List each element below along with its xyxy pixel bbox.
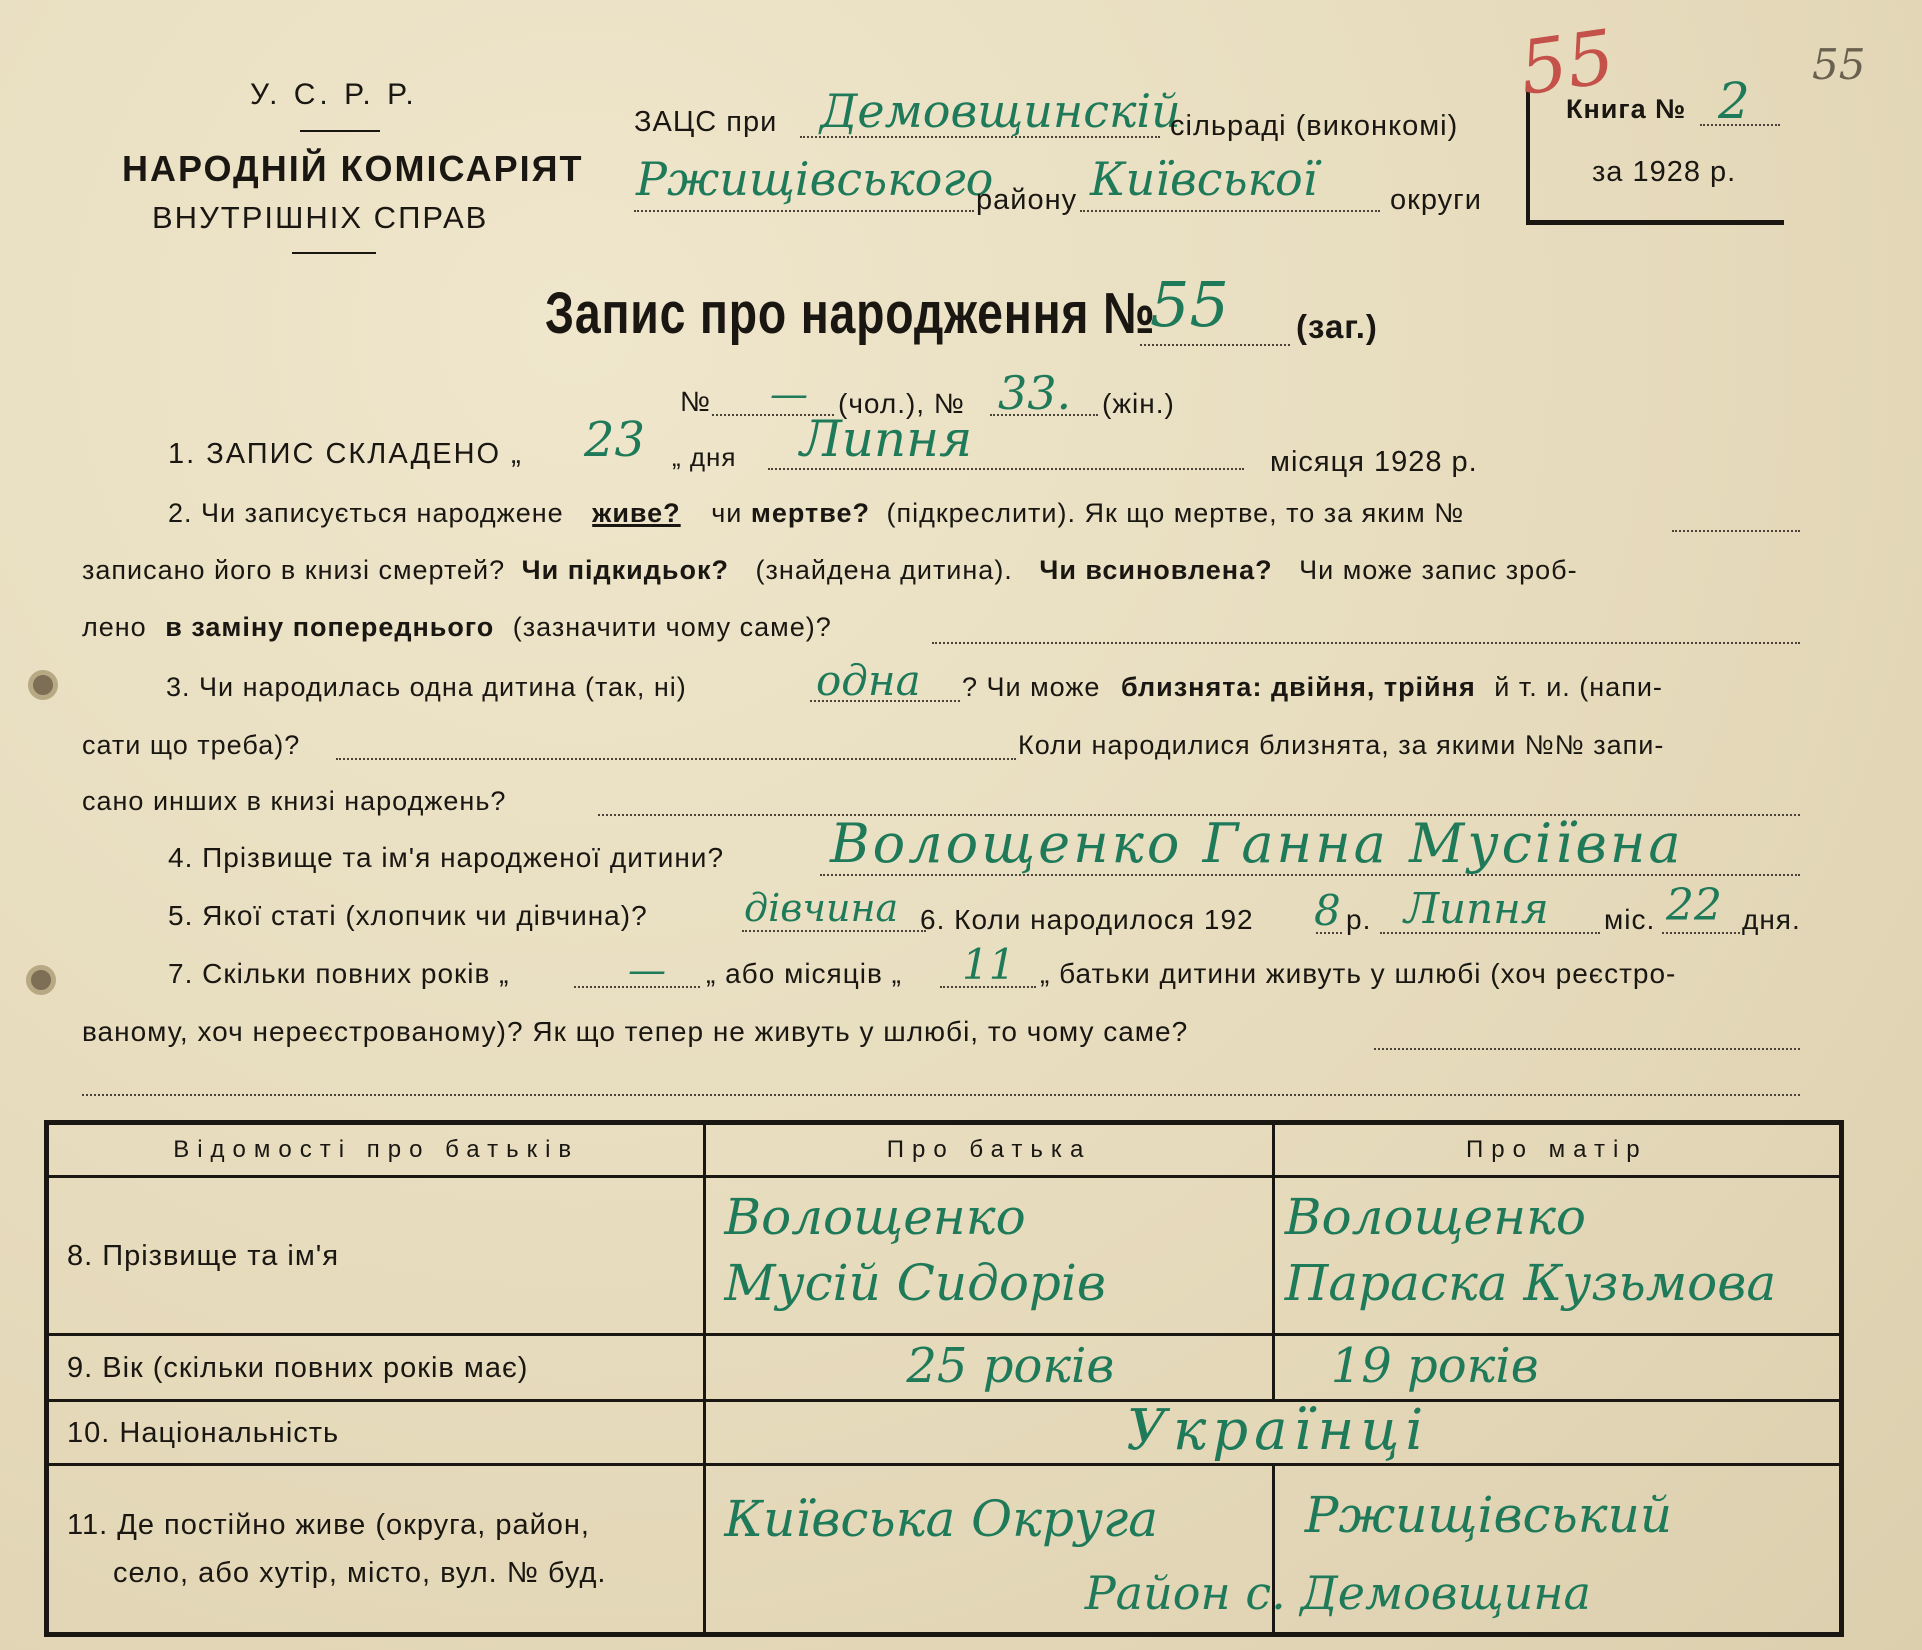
item2-text: (зазначити чому саме)? <box>512 612 832 642</box>
mother-residence: Ржищівський <box>1304 1486 1673 1544</box>
fill-line <box>742 930 926 932</box>
item3-text: сано инших в книзі народжень? <box>82 786 507 816</box>
male-label: (чол.), № <box>838 388 965 419</box>
father-name: Волощенко Мусій Сидорів <box>724 1188 1107 1312</box>
item7-line2: ваному, хоч нереєстрованому)? Як що тепер не живуть у шлюбі, то чому саме? <box>82 1016 1189 1047</box>
zags-prefix: ЗАЦС при <box>634 106 778 138</box>
record-number: 55 <box>1150 268 1229 341</box>
item3-answer: одна <box>816 656 921 705</box>
fill-line <box>1672 530 1800 532</box>
item2-line1 <box>168 498 1464 529</box>
item7-months: 11 <box>962 940 1016 989</box>
row-label-name: 8. Прізвище та ім'я <box>47 1177 705 1335</box>
item3-text: ? Чи може <box>962 672 1101 702</box>
mother-name-cell <box>1273 1177 1841 1335</box>
fill-line <box>1374 1048 1800 1050</box>
residence-village: Район с. Демовщина <box>1084 1566 1591 1620</box>
no-label: № <box>680 386 712 417</box>
fill-line <box>1140 344 1290 346</box>
col-header-father: Про батька <box>705 1123 1273 1177</box>
fill-line <box>634 210 974 212</box>
margin-pencil-number: 55 <box>1812 40 1866 89</box>
book-box-border <box>1526 220 1784 225</box>
item6-month: Липня <box>1404 884 1549 933</box>
commissariat-subtitle: ВНУТРІШНІХ СПРАВ <box>152 200 489 235</box>
item2-text: (знайдена дитина). <box>755 555 1013 585</box>
residence-label-line1: 11. Де постійно живе (округа, район, <box>67 1509 590 1541</box>
commissariat-title: НАРОДНІЙ КОМІСАРІЯТ <box>122 148 584 189</box>
divider <box>292 252 376 254</box>
mother-residence-cell <box>1084 1465 1841 1635</box>
item7-mid: „ або місяців „ <box>706 958 902 989</box>
col-header-info: Відомості про батьків <box>47 1123 705 1177</box>
father-name-cell <box>705 1177 1273 1335</box>
table-row <box>47 1335 1842 1401</box>
male-number: — <box>770 372 808 416</box>
fill-line <box>932 642 1800 644</box>
item2-text: лено <box>82 612 147 642</box>
district-label: району <box>976 184 1078 216</box>
table-row <box>47 1465 1842 1635</box>
female-label: (жін.) <box>1102 388 1175 419</box>
item6-day: 22 <box>1666 880 1722 931</box>
fill-line <box>768 468 1244 470</box>
row-label-age: 9. Вік (скільки повних років має) <box>47 1335 705 1401</box>
item1-day-label: „ дня <box>672 442 737 472</box>
item3-text: сати що треба)? <box>82 730 301 760</box>
female-number: 33. <box>998 366 1072 420</box>
item3-text: 3. Чи народилась одна дитина (так, ні) <box>166 672 687 702</box>
okrug-handwritten: Київської <box>1090 152 1318 206</box>
item2-line3 <box>82 612 832 643</box>
record-title: Запис про народження № <box>545 281 1156 346</box>
item2-text: (підкреслити). Як що мертве, то за яким № <box>886 498 1465 528</box>
item2-adopted: Чи всиновлена? <box>1039 555 1273 585</box>
fill-line <box>1662 932 1740 934</box>
item5-label: 5. Якої статі (хлопчик чи дівчина)? <box>168 900 648 931</box>
fill-line <box>1080 210 1380 212</box>
item1-month: Липня <box>800 410 973 468</box>
zags-suffix: сільраді (виконкомі) <box>1170 110 1459 142</box>
item7-rest: „ батьки дитини живуть у шлюбі (хоч реєстро- <box>1040 958 1677 989</box>
item4-answer: Волощенко Ганна Мусіївна <box>830 812 1684 875</box>
item2-dead: мертве? <box>750 498 870 528</box>
record-suffix: (заг.) <box>1296 308 1378 345</box>
district-handwritten: Ржищівського <box>636 152 994 206</box>
item7-years: — <box>628 948 666 992</box>
item2-line2 <box>82 555 1578 586</box>
item3-text: Коли народилися близнята, за якими №№ запи- <box>1018 730 1665 760</box>
item2-foundling: Чи підкидьок? <box>521 555 730 585</box>
father-age-cell <box>705 1335 1273 1401</box>
item6-label: 6. Коли народилося 192 <box>920 904 1254 935</box>
item6-month-label: р. <box>1346 904 1372 935</box>
item2-or: чи <box>711 498 743 528</box>
state-name: У. С. Р. Р. <box>250 78 418 111</box>
item5-answer: дівчина <box>744 886 899 930</box>
table-header-row <box>47 1123 1842 1177</box>
row-label-nationality: 10. Національність <box>47 1401 705 1465</box>
book-label: Книга № <box>1566 94 1687 124</box>
zags-village-handwritten: Демовщинскій <box>820 84 1181 138</box>
punch-hole <box>26 965 56 995</box>
item4-label: 4. Прізвище та ім'я народженої дитини? <box>168 842 725 873</box>
book-year: за 1928 р. <box>1592 156 1737 188</box>
item3-line1-rest <box>962 672 1663 703</box>
table-row <box>47 1177 1842 1335</box>
item2-replacement: в заміну попереднього <box>165 612 495 642</box>
father-residence: Київська Округа <box>724 1490 1159 1548</box>
nationality-cell <box>705 1398 1842 1465</box>
residence-label-line2: село, або хутір, місто, вул. № буд. <box>113 1557 607 1589</box>
fill-line <box>336 758 1016 760</box>
item2-text: записано його в книзі смертей? <box>82 555 506 585</box>
mother-age: 19 років <box>1330 1338 1539 1394</box>
item6-day-label: міс. <box>1604 904 1656 935</box>
item1-suffix: місяця 1928 р. <box>1270 446 1478 478</box>
row-label-residence <box>47 1465 705 1635</box>
nationality: Українці <box>1126 1398 1430 1463</box>
item2-text: Чи може запис зроб- <box>1299 555 1578 585</box>
item6-suffix: дня. <box>1742 904 1801 935</box>
father-age: 25 років <box>906 1338 1115 1394</box>
parents-table <box>44 1120 1844 1637</box>
punch-hole <box>28 670 58 700</box>
book-number: 2 <box>1718 72 1750 130</box>
divider <box>300 130 380 132</box>
item3-text: й т. и. (напи- <box>1494 672 1663 702</box>
mother-age-cell <box>1273 1335 1841 1401</box>
item3-twins: близнята: двійня, трійня <box>1120 672 1476 702</box>
item2-alive: живе? <box>592 498 681 528</box>
item7-label: 7. Скільки повних років „ <box>168 958 510 989</box>
margin-record-number: 55 <box>1514 13 1620 113</box>
col-header-mother: Про матір <box>1273 1123 1841 1177</box>
okrug-label: округи <box>1390 184 1482 216</box>
item1-day: 23 <box>584 412 646 468</box>
item6-year: 8 <box>1314 886 1341 935</box>
item1-label: 1. ЗАПИС СКЛАДЕНО „ <box>168 438 523 470</box>
item2-text: 2. Чи записується народжене <box>168 498 564 528</box>
table-row <box>47 1401 1842 1465</box>
mother-name: Волощенко Параска Кузьмова <box>1284 1188 1777 1312</box>
fill-line <box>82 1094 1800 1096</box>
